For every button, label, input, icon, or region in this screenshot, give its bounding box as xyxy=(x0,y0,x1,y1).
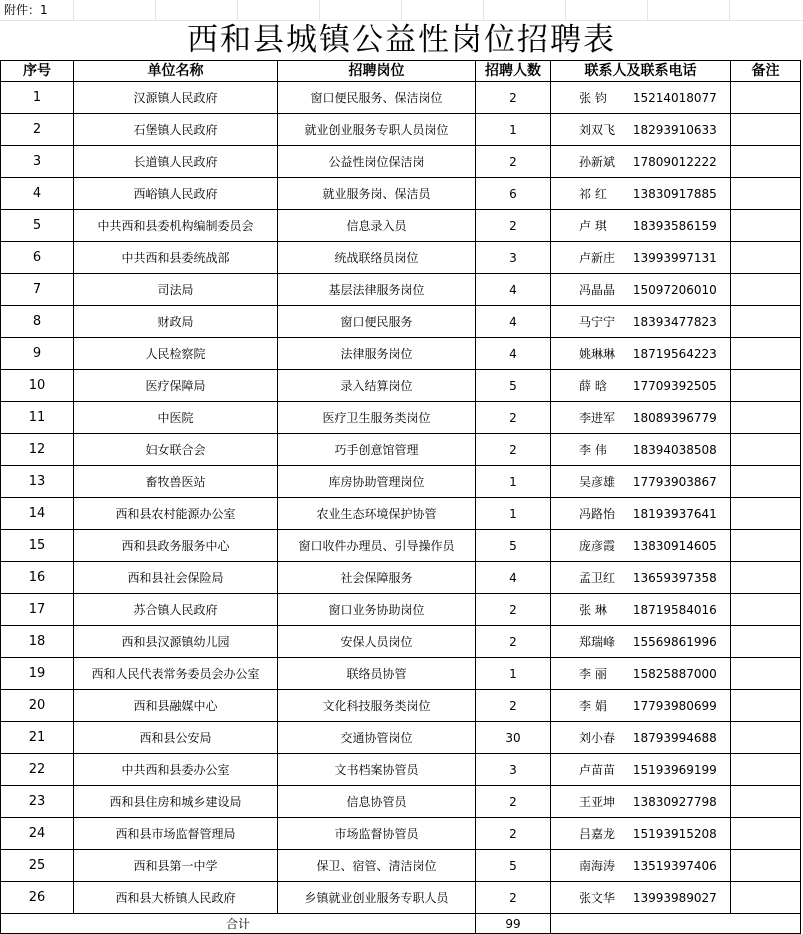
contact-name: 冯晶晶 xyxy=(579,282,616,297)
unit-name: 西和县公安局 xyxy=(74,722,278,754)
contact-name: 张文华 xyxy=(579,890,616,905)
table-row xyxy=(1,690,801,722)
remark-cell xyxy=(731,306,801,338)
contact-phone: 13659397358 xyxy=(632,570,717,585)
contact-cell xyxy=(551,210,731,242)
contact-cell xyxy=(551,530,731,562)
row-number: 21 xyxy=(1,722,74,754)
position-name: 安保人员岗位 xyxy=(278,626,476,658)
row-number: 10 xyxy=(1,370,74,402)
contact-phone: 13993997131 xyxy=(632,250,717,265)
contact-phone: 15193915208 xyxy=(632,826,717,841)
recruit-count: 4 xyxy=(476,274,551,306)
contact-name: 李 娟 xyxy=(579,698,607,713)
table-row xyxy=(1,594,801,626)
contact-name: 庞彦霞 xyxy=(579,538,616,553)
contact-cell xyxy=(551,498,731,530)
contact-phone: 15825887000 xyxy=(632,666,717,681)
row-number: 11 xyxy=(1,402,74,434)
contact-phone: 15193969199 xyxy=(632,762,717,777)
position-name: 文化科技服务类岗位 xyxy=(278,690,476,722)
contact-phone: 13830927798 xyxy=(632,794,717,809)
contact-name: 王亚坤 xyxy=(579,794,616,809)
remark-cell xyxy=(731,562,801,594)
recruit-count: 2 xyxy=(476,786,551,818)
recruit-count: 3 xyxy=(476,242,551,274)
recruit-count: 2 xyxy=(476,818,551,850)
recruit-count: 2 xyxy=(476,882,551,914)
row-number: 1 xyxy=(1,82,74,114)
unit-name: 医疗保障局 xyxy=(74,370,278,402)
contact-cell xyxy=(551,82,731,114)
contact-phone: 18393477823 xyxy=(632,314,717,329)
remark-cell xyxy=(731,370,801,402)
recruit-count: 2 xyxy=(476,690,551,722)
remark-cell xyxy=(731,434,801,466)
unit-name: 西和县农村能源办公室 xyxy=(74,498,278,530)
table-row xyxy=(1,818,801,850)
contact-phone: 18193937641 xyxy=(632,506,717,521)
unit-name: 财政局 xyxy=(74,306,278,338)
table-row xyxy=(1,306,801,338)
contact-name: 吕嘉龙 xyxy=(579,826,616,841)
position-name: 信息协管员 xyxy=(278,786,476,818)
remark-cell xyxy=(731,754,801,786)
contact-cell xyxy=(551,306,731,338)
contact-name: 薛 晗 xyxy=(579,378,607,393)
unit-name: 人民检察院 xyxy=(74,338,278,370)
table-body xyxy=(1,82,801,914)
remark-cell xyxy=(731,466,801,498)
position-name: 巧手创意馆管理 xyxy=(278,434,476,466)
unit-name: 中共西和县委统战部 xyxy=(74,242,278,274)
attachment-label: 附件：1 xyxy=(4,3,48,17)
position-name: 基层法律服务岗位 xyxy=(278,274,476,306)
unit-name: 西峪镇人民政府 xyxy=(74,178,278,210)
recruit-count: 2 xyxy=(476,434,551,466)
table-row xyxy=(1,466,801,498)
row-number: 18 xyxy=(1,626,74,658)
position-name: 乡镇就业创业服务专职人员 xyxy=(278,882,476,914)
contact-phone: 13830914605 xyxy=(632,538,717,553)
recruit-count: 1 xyxy=(476,114,551,146)
row-number: 19 xyxy=(1,658,74,690)
unit-name: 西和县住房和城乡建设局 xyxy=(74,786,278,818)
position-name: 窗口收件办理员、引导操作员 xyxy=(278,530,476,562)
contact-phone: 18089396779 xyxy=(632,410,717,425)
remark-cell xyxy=(731,402,801,434)
contact-phone: 18293910633 xyxy=(632,122,717,137)
contact-name: 吴彦雄 xyxy=(579,474,616,489)
header-remark: 备注 xyxy=(731,61,801,82)
table-row xyxy=(1,434,801,466)
unit-name: 西和人民代表常务委员会办公室 xyxy=(74,658,278,690)
remark-cell xyxy=(731,850,801,882)
position-name: 法律服务岗位 xyxy=(278,338,476,370)
table-row xyxy=(1,722,801,754)
unit-name: 西和县第一中学 xyxy=(74,850,278,882)
position-name: 窗口业务协助岗位 xyxy=(278,594,476,626)
unit-name: 中共西和县委办公室 xyxy=(74,754,278,786)
contact-cell xyxy=(551,658,731,690)
row-number: 24 xyxy=(1,818,74,850)
row-number: 15 xyxy=(1,530,74,562)
position-name: 保卫、宿管、清洁岗位 xyxy=(278,850,476,882)
row-number: 14 xyxy=(1,498,74,530)
header-contact: 联系人及联系电话 xyxy=(551,61,731,82)
contact-cell xyxy=(551,242,731,274)
remark-cell xyxy=(731,594,801,626)
contact-cell xyxy=(551,274,731,306)
row-number: 12 xyxy=(1,434,74,466)
contact-cell xyxy=(551,338,731,370)
table-row xyxy=(1,274,801,306)
total-label: 合计 xyxy=(1,914,476,934)
contact-phone: 13830917885 xyxy=(632,186,717,201)
position-name: 窗口便民服务、保洁岗位 xyxy=(278,82,476,114)
table-row xyxy=(1,338,801,370)
recruit-count: 2 xyxy=(476,594,551,626)
position-name: 文书档案协管员 xyxy=(278,754,476,786)
contact-phone: 17709392505 xyxy=(632,378,717,393)
total-count: 99 xyxy=(476,914,551,934)
contact-name: 姚琳琳 xyxy=(579,346,616,361)
row-number: 2 xyxy=(1,114,74,146)
remark-cell xyxy=(731,274,801,306)
recruit-count: 1 xyxy=(476,466,551,498)
table-row xyxy=(1,786,801,818)
contact-cell xyxy=(551,754,731,786)
unit-name: 石堡镇人民政府 xyxy=(74,114,278,146)
unit-name: 中共西和县委机构编制委员会 xyxy=(74,210,278,242)
header-no: 序号 xyxy=(1,61,74,82)
recruit-count: 1 xyxy=(476,658,551,690)
contact-cell xyxy=(551,594,731,626)
remark-cell xyxy=(731,786,801,818)
recruit-count: 2 xyxy=(476,626,551,658)
contact-name: 郑瑞峰 xyxy=(579,634,616,649)
table-row xyxy=(1,626,801,658)
header-count: 招聘人数 xyxy=(476,61,551,82)
remark-cell xyxy=(731,82,801,114)
contact-phone: 18394038508 xyxy=(632,442,717,457)
row-number: 7 xyxy=(1,274,74,306)
remark-cell xyxy=(731,498,801,530)
table-row xyxy=(1,114,801,146)
recruit-count: 5 xyxy=(476,850,551,882)
table-row xyxy=(1,498,801,530)
row-number: 26 xyxy=(1,882,74,914)
unit-name: 西和县社会保险局 xyxy=(74,562,278,594)
remark-cell xyxy=(731,882,801,914)
recruitment-table xyxy=(0,60,801,934)
contact-name: 孟卫红 xyxy=(579,570,616,585)
table-row xyxy=(1,402,801,434)
header-position: 招聘岗位 xyxy=(278,61,476,82)
contact-phone: 18719564223 xyxy=(632,346,717,361)
contact-phone: 17809012222 xyxy=(632,154,717,169)
contact-cell xyxy=(551,562,731,594)
row-number: 6 xyxy=(1,242,74,274)
contact-phone: 15214018077 xyxy=(632,90,717,105)
unit-name: 苏合镇人民政府 xyxy=(74,594,278,626)
contact-cell xyxy=(551,370,731,402)
table-row xyxy=(1,82,801,114)
table-row xyxy=(1,178,801,210)
recruit-count: 2 xyxy=(476,146,551,178)
recruit-count: 4 xyxy=(476,338,551,370)
unit-name: 西和县大桥镇人民政府 xyxy=(74,882,278,914)
unit-name: 司法局 xyxy=(74,274,278,306)
contact-name: 南海涛 xyxy=(579,858,616,873)
contact-name: 冯路怡 xyxy=(579,506,616,521)
unit-name: 中医院 xyxy=(74,402,278,434)
contact-phone: 17793903867 xyxy=(632,474,717,489)
position-name: 就业创业服务专职人员岗位 xyxy=(278,114,476,146)
contact-phone: 13519397406 xyxy=(632,858,717,873)
contact-name: 刘小春 xyxy=(579,730,616,745)
contact-name: 李进军 xyxy=(579,410,616,425)
recruit-count: 6 xyxy=(476,178,551,210)
position-name: 交通协管岗位 xyxy=(278,722,476,754)
contact-cell xyxy=(551,722,731,754)
table-row xyxy=(1,882,801,914)
position-name: 信息录入员 xyxy=(278,210,476,242)
contact-cell xyxy=(551,434,731,466)
row-number: 17 xyxy=(1,594,74,626)
recruit-count: 5 xyxy=(476,530,551,562)
contact-phone: 18793994688 xyxy=(632,730,717,745)
contact-name: 李 丽 xyxy=(579,666,607,681)
remark-cell xyxy=(731,530,801,562)
remark-cell xyxy=(731,722,801,754)
contact-cell xyxy=(551,690,731,722)
position-name: 市场监督协管员 xyxy=(278,818,476,850)
remark-cell xyxy=(731,114,801,146)
row-number: 25 xyxy=(1,850,74,882)
unit-name: 长道镇人民政府 xyxy=(74,146,278,178)
remark-cell xyxy=(731,210,801,242)
contact-phone: 17793980699 xyxy=(632,698,717,713)
row-number: 13 xyxy=(1,466,74,498)
recruit-count: 30 xyxy=(476,722,551,754)
unit-name: 西和县市场监督管理局 xyxy=(74,818,278,850)
header-unit: 单位名称 xyxy=(74,61,278,82)
position-name: 库房协助管理岗位 xyxy=(278,466,476,498)
row-number: 9 xyxy=(1,338,74,370)
contact-phone: 18719584016 xyxy=(632,602,717,617)
recruit-count: 2 xyxy=(476,82,551,114)
contact-phone: 13993989027 xyxy=(632,890,717,905)
row-number: 22 xyxy=(1,754,74,786)
contact-name: 李 伟 xyxy=(579,442,607,457)
remark-cell xyxy=(731,146,801,178)
position-name: 医疗卫生服务类岗位 xyxy=(278,402,476,434)
position-name: 公益性岗位保洁岗 xyxy=(278,146,476,178)
recruit-count: 4 xyxy=(476,562,551,594)
position-name: 录入结算岗位 xyxy=(278,370,476,402)
unit-name: 西和县政务服务中心 xyxy=(74,530,278,562)
contact-cell xyxy=(551,146,731,178)
contact-cell xyxy=(551,114,731,146)
contact-cell xyxy=(551,402,731,434)
table-row xyxy=(1,370,801,402)
contact-phone: 18393586159 xyxy=(632,218,717,233)
header-row xyxy=(1,61,801,82)
contact-cell xyxy=(551,882,731,914)
remark-cell xyxy=(731,242,801,274)
recruit-count: 5 xyxy=(476,370,551,402)
recruit-count: 2 xyxy=(476,402,551,434)
recruit-count: 2 xyxy=(476,210,551,242)
contact-cell xyxy=(551,178,731,210)
table-row xyxy=(1,146,801,178)
contact-phone: 15569861996 xyxy=(632,634,717,649)
position-name: 联络员协管 xyxy=(278,658,476,690)
contact-name: 张 钧 xyxy=(579,90,607,105)
table-row xyxy=(1,754,801,786)
row-number: 3 xyxy=(1,146,74,178)
contact-name: 卢新庄 xyxy=(579,250,616,265)
remark-cell xyxy=(731,626,801,658)
position-name: 农业生态环境保护协管 xyxy=(278,498,476,530)
unit-name: 西和县汉源镇幼儿园 xyxy=(74,626,278,658)
unit-name: 畜牧兽医站 xyxy=(74,466,278,498)
contact-name: 刘双飞 xyxy=(579,122,616,137)
table-row xyxy=(1,562,801,594)
contact-name: 祁 红 xyxy=(579,186,607,201)
table-row xyxy=(1,242,801,274)
contact-name: 孙新斌 xyxy=(579,154,616,169)
position-name: 就业服务岗、保洁员 xyxy=(278,178,476,210)
contact-cell xyxy=(551,786,731,818)
contact-name: 卢苗苗 xyxy=(579,762,616,777)
position-name: 窗口便民服务 xyxy=(278,306,476,338)
row-number: 23 xyxy=(1,786,74,818)
table-row xyxy=(1,530,801,562)
position-name: 统战联络员岗位 xyxy=(278,242,476,274)
recruit-count: 1 xyxy=(476,498,551,530)
row-number: 5 xyxy=(1,210,74,242)
contact-cell xyxy=(551,626,731,658)
contact-name: 卢 琪 xyxy=(579,218,607,233)
contact-cell xyxy=(551,818,731,850)
table-row xyxy=(1,850,801,882)
unit-name: 西和县融媒中心 xyxy=(74,690,278,722)
unit-name: 妇女联合会 xyxy=(74,434,278,466)
remark-cell xyxy=(731,178,801,210)
recruit-count: 3 xyxy=(476,754,551,786)
contact-name: 马宁宁 xyxy=(579,314,616,329)
remark-cell xyxy=(731,690,801,722)
row-number: 4 xyxy=(1,178,74,210)
page-title: 西和县城镇公益性岗位招聘表 xyxy=(187,22,616,58)
contact-cell xyxy=(551,850,731,882)
contact-phone: 15097206010 xyxy=(632,282,717,297)
unit-name: 汉源镇人民政府 xyxy=(74,82,278,114)
contact-cell xyxy=(551,466,731,498)
table-row xyxy=(1,210,801,242)
row-number: 20 xyxy=(1,690,74,722)
row-number: 8 xyxy=(1,306,74,338)
spreadsheet-grid-top xyxy=(0,0,803,21)
position-name: 社会保障服务 xyxy=(278,562,476,594)
table-row xyxy=(1,658,801,690)
row-number: 16 xyxy=(1,562,74,594)
remark-cell xyxy=(731,818,801,850)
remark-cell xyxy=(731,338,801,370)
recruit-count: 4 xyxy=(476,306,551,338)
contact-name: 张 琳 xyxy=(579,602,607,617)
remark-cell xyxy=(731,658,801,690)
